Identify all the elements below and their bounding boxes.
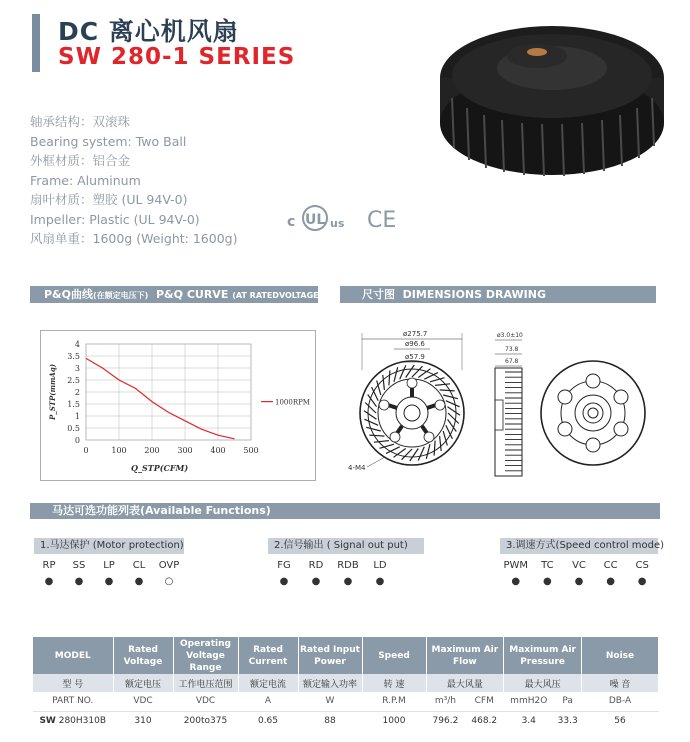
function-state: ● xyxy=(511,576,521,587)
pq-curve-chart xyxy=(40,330,320,482)
x-tick-label: 0 xyxy=(83,446,89,455)
cell-voltage: 310 xyxy=(113,711,173,730)
impeller-blade xyxy=(400,365,406,379)
col-header-max-pressure: Maximum Air Pressure xyxy=(504,637,582,674)
col-header-rated-current: Rated Current xyxy=(238,637,298,674)
function-group-title: 3.调速方式(Speed control mode) xyxy=(500,538,658,554)
cell-flow-cfm: 468.2 xyxy=(465,711,504,730)
certification-logos xyxy=(285,200,415,241)
x-tick-label: 300 xyxy=(177,446,193,455)
cell-power: 88 xyxy=(298,711,362,730)
function-item: SS xyxy=(72,560,86,571)
x-tick-label: 100 xyxy=(111,446,127,455)
col-header-cn: 转 速 xyxy=(362,674,426,692)
y-tick-label: 3 xyxy=(74,364,80,373)
impeller-blade xyxy=(440,390,455,391)
function-item: VC xyxy=(572,560,586,571)
spec-impeller-en: Impeller: Plastic (UL 94V-0) xyxy=(30,211,200,227)
cell-model: SW 280H310B xyxy=(33,711,113,730)
y-tick-label: 0 xyxy=(74,436,80,445)
function-item: RD xyxy=(308,560,324,571)
unit-cell: W xyxy=(298,692,362,711)
function-item: PWM xyxy=(503,560,529,571)
function-group-motor-protection xyxy=(34,538,184,587)
impeller-blade xyxy=(426,444,430,459)
dim-inlet-diameter: ø96.6 xyxy=(405,340,425,348)
impeller-blade xyxy=(443,395,458,399)
cell-noise: 56 xyxy=(582,711,659,730)
impeller-blade xyxy=(446,401,460,407)
y-tick-label: 2.5 xyxy=(67,376,80,385)
function-state: ● xyxy=(44,576,54,587)
impeller-blade xyxy=(366,427,381,431)
unit-cell: Pa xyxy=(554,692,582,711)
col-header-cn: 型 号 xyxy=(33,674,113,692)
function-item: OVP xyxy=(158,560,180,571)
col-header-speed: Speed xyxy=(362,637,426,674)
impeller-blade xyxy=(418,447,424,461)
unit-cell: R.P.M xyxy=(362,692,426,711)
svg-text:c: c xyxy=(287,214,296,230)
svg-text:UL: UL xyxy=(305,212,326,228)
impeller-blade xyxy=(374,441,389,443)
table-row xyxy=(33,711,659,730)
dimensions-section-header: 尺寸图 DIMENSIONS DRAWING xyxy=(340,286,656,303)
unit-cell: mmH2O xyxy=(504,692,554,711)
function-item: RDB xyxy=(337,560,359,571)
ul-cert-icon xyxy=(285,200,415,236)
product-title-en: SW 280-1 SERIES xyxy=(58,44,296,70)
unit-cell: VDC xyxy=(173,692,238,711)
dim-height-1: 73.8 xyxy=(505,346,519,353)
y-axis-label: P_STP(mmAq) xyxy=(48,363,57,421)
cell-speed: 1000 xyxy=(362,711,426,730)
fan-product-image xyxy=(432,8,672,183)
function-item: LP xyxy=(103,560,115,571)
col-header-cn: 额定电压 xyxy=(113,674,173,692)
function-state: ● xyxy=(637,576,647,587)
cell-flow-m3h: 796.2 xyxy=(426,711,465,730)
y-tick-label: 1 xyxy=(74,412,80,421)
functions-section-header: 马达可选功能列表(Available Functions) xyxy=(30,503,660,519)
function-state: ○ xyxy=(164,576,174,587)
x-tick-label: 500 xyxy=(243,446,259,455)
x-tick-label: 200 xyxy=(144,446,160,455)
impeller-blade xyxy=(369,435,384,436)
col-header-operating-range: Operating Voltage Range xyxy=(173,637,238,674)
col-header-cn: 噪 音 xyxy=(582,674,659,692)
title-accent-bar xyxy=(32,14,40,72)
function-state: ● xyxy=(574,576,584,587)
col-header-cn: 额定输入功率 xyxy=(298,674,362,692)
col-header-rated-voltage: Rated Voltage xyxy=(113,637,173,674)
dim-outer-diameter: ø275.7 xyxy=(403,330,428,338)
spec-table xyxy=(33,637,659,730)
function-group-title: 1.马达保护 (Motor protection) xyxy=(34,538,184,554)
x-axis-label: Q_STP(CFM) xyxy=(131,463,189,473)
dim-hub-diameter: ø57.9 xyxy=(405,353,425,361)
function-state: ● xyxy=(279,576,289,587)
y-tick-label: 1.5 xyxy=(67,400,80,409)
function-group-speed-control xyxy=(500,538,665,587)
x-tick-label: 400 xyxy=(210,446,226,455)
col-header-rated-power: Rated Input Power xyxy=(298,637,362,674)
function-item: CS xyxy=(635,560,649,571)
col-header-cn: 工作电压范围 xyxy=(173,674,238,692)
product-title-cn: DC 离心机风扇 xyxy=(58,17,239,46)
specs-list xyxy=(30,112,237,249)
dim-height-total: ø3.0±10 xyxy=(497,332,523,339)
function-state: ● xyxy=(311,576,321,587)
function-state: ● xyxy=(375,576,385,587)
cell-pressure-mmh2o: 3.4 xyxy=(504,711,554,730)
function-item: FG xyxy=(277,560,291,571)
cell-pressure-pa: 33.3 xyxy=(554,711,582,730)
cell-current: 0.65 xyxy=(238,711,298,730)
y-tick-label: 2 xyxy=(74,388,80,397)
impeller-blade xyxy=(435,384,450,386)
y-tick-label: 3.5 xyxy=(67,352,80,361)
dimensions-drawing xyxy=(345,325,665,485)
function-state: ● xyxy=(343,576,353,587)
col-header-cn: 最大风压 xyxy=(504,674,582,692)
unit-cell: DB-A xyxy=(582,692,659,711)
legend-label: 1000RPM xyxy=(275,398,310,407)
spec-bearing-cn: 轴承结构：双滚珠 xyxy=(30,114,131,129)
unit-cell: m³/h xyxy=(426,692,465,711)
col-header-max-airflow: Maximum Air Flow xyxy=(426,637,504,674)
function-group-title: 2.信号输出 ( Signal out put) xyxy=(268,538,424,554)
spec-frame-en: Frame: Aluminum xyxy=(30,172,141,188)
spec-weight: 风扇单重：1600g (Weight: 1600g) xyxy=(30,231,238,246)
function-state: ● xyxy=(606,576,615,587)
unit-cell: A xyxy=(238,692,298,711)
function-state: ● xyxy=(134,576,144,587)
impeller-blade xyxy=(389,370,390,385)
col-header-cn: 额定电流 xyxy=(238,674,298,692)
function-item: LD xyxy=(373,560,387,571)
col-header-noise: Noise xyxy=(582,637,659,674)
col-header-cn: 最大风量 xyxy=(426,674,504,692)
spec-impeller-cn: 扇叶材质：塑胶 (UL 94V-0) xyxy=(30,192,188,207)
y-tick-label: 0.5 xyxy=(67,424,80,433)
cell-range: 200to375 xyxy=(173,711,238,730)
impeller-blade xyxy=(394,367,398,382)
impeller-blade xyxy=(364,419,378,425)
function-state: ● xyxy=(74,576,84,587)
dim-mount-holes: 4-M4 xyxy=(348,464,366,472)
function-item: TC xyxy=(541,560,554,571)
y-tick-label: 4 xyxy=(74,340,80,349)
spec-bearing-en: Bearing system: Two Ball xyxy=(30,133,187,149)
unit-cell: PART NO. xyxy=(33,692,113,711)
function-item: CC xyxy=(603,560,618,571)
function-item: CL xyxy=(132,560,146,571)
impeller-blade xyxy=(440,436,442,451)
unit-cell: VDC xyxy=(113,692,173,711)
function-item: RP xyxy=(42,560,56,571)
dim-height-2: 67.8 xyxy=(505,358,519,365)
impeller-blade xyxy=(383,375,385,390)
function-group-signal-output xyxy=(268,538,424,587)
function-state: ● xyxy=(104,576,114,587)
col-header-model: MODEL xyxy=(33,637,113,674)
unit-cell: CFM xyxy=(465,692,504,711)
ce-cert-icon: CE xyxy=(367,208,397,233)
pq-section-header: P&Q曲线(在额定电压下) P&Q CURVE (AT RATEDVOLTAGE) xyxy=(30,286,318,303)
svg-text:us: us xyxy=(330,217,345,230)
impeller-blade xyxy=(434,441,435,456)
spec-frame-cn: 外框材质：铝合金 xyxy=(30,153,131,168)
function-state: ● xyxy=(543,576,552,587)
